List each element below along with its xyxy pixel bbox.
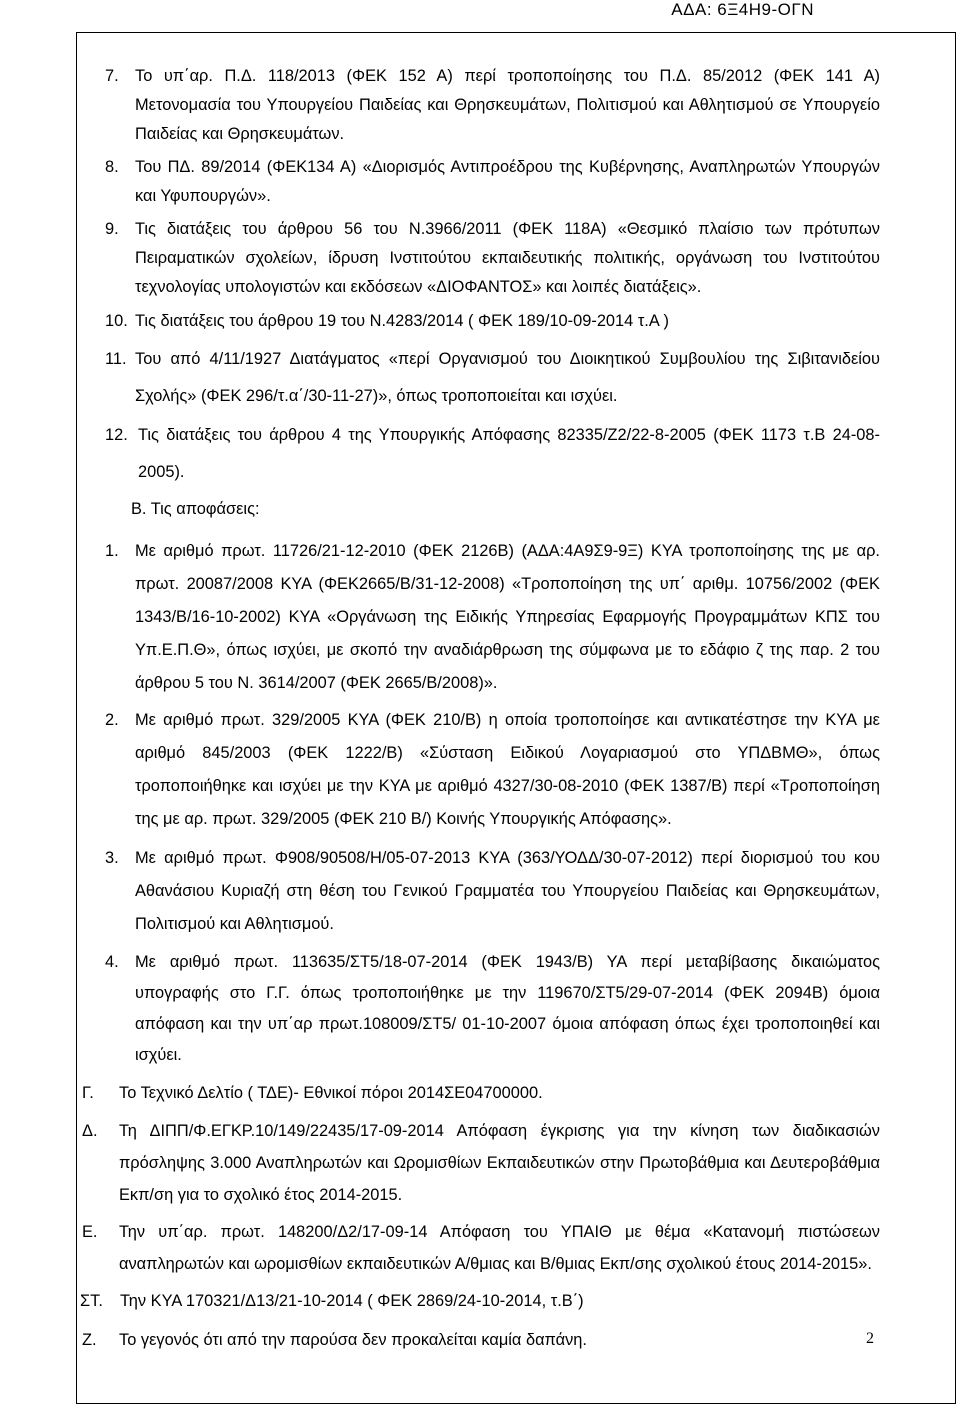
item-text: Τις διατάξεις του άρθρου 4 της Υπουργικής Απόφασης 82335/Ζ2/22-8-2005 (ΦΕΚ 1173 τ.Β 24-08-2005). xyxy=(138,426,880,481)
item-number: 12. xyxy=(105,426,128,444)
item-number: 1. xyxy=(105,542,119,560)
letter-label: Ε. xyxy=(82,1223,98,1241)
letter-text: Τη ΔΙΠΠ/Φ.ΕΓΚΡ.10/149/22435/17-09-2014 Απόφαση έγκρισης για την κίνηση των διαδικασιών πρόσληψης 3.000 Αναπληρωτών και Ωρομισθίων Εκπαιδευτικών στην Πρωτοβάθμια και Δευτεροβάθμια Εκπ/ση για το σχολικό έτος 2014-2015. xyxy=(119,1122,880,1204)
list-item xyxy=(0,341,960,415)
list-item xyxy=(0,417,960,491)
item-text: Του από 4/11/1927 Διατάγματος «περί Οργανισμού του Διοικητικού Συμβουλίου της Σιβιτανιδείου Σχολής» (ΦΕΚ 296/τ.α΄/30-11-27)», όπως τροποποιείται και ισχύει. xyxy=(135,350,880,405)
item-text: Με αριθμό πρωτ. 11726/21-12-2010 (ΦΕΚ 2126Β) (ΑΔΑ:4Α9Σ9-9Ξ) ΚΥΑ τροποποίησης της με αρ. πρωτ. 20087/2008 ΚΥΑ (ΦΕΚ2665/Β/31-12-2008) «Τροποποίηση της υπ΄ αριθμ. 10756/2002 (ΦΕΚ 1343/Β/16-10-2002) ΚΥΑ «Οργάνωση της Ειδικής Υπηρεσίας Εφαρμογής Προγραμμάτων ΚΠΣ του Υπ.Ε.Π.Θ», όπως ισχύει, με σκοπό την αναδιάρθρωση της σύμφωνα με το εδάφιο ζ της παρ. 2 του άρθρου 5 του Ν. 3614/2007 (ΦΕΚ 2665/Β/2008)». xyxy=(135,542,880,692)
letter-item xyxy=(0,1285,960,1317)
item-number: 2. xyxy=(105,711,119,729)
letter-text: Την ΚΥΑ 170321/Δ13/21-10-2014 ( ΦΕΚ 2869/24-10-2014, τ.Β΄) xyxy=(120,1292,584,1310)
letter-label: Δ. xyxy=(82,1122,98,1140)
item-text: Το υπ΄αρ. Π.Δ. 118/2013 (ΦΕΚ 152 Α) περί τροποποίησης του Π.Δ. 85/2012 (ΦΕΚ 141 Α) Μετονομασία του Υπουργείου Παιδείας και Θρησκευμάτων, Πολιτισμού και Αθλητισμού σε Υπουργείο Παιδείας και Θρησκευμάτων. xyxy=(135,67,880,143)
letter-item xyxy=(0,1115,960,1211)
item-number: 7. xyxy=(105,67,119,85)
item-text: Με αριθμό πρωτ. 113635/ΣΤ5/18-07-2014 (ΦΕΚ 1943/Β) ΥΑ περί μεταβίβασης δικαιώματος υπογραφής στο Γ.Γ. όπως τροποποιήθηκε με την 119670/ΣΤ5/29-07-2014 (ΦΕΚ 2094Β) όμοια απόφαση και την υπ΄αρ πρωτ.108009/ΣΤ5/ 01-10-2007 όμοια απόφαση όπως έχει τροποποιηθεί και ισχύει. xyxy=(135,953,880,1064)
item-number: 11. xyxy=(105,350,127,368)
document-body xyxy=(0,62,960,1356)
list-item xyxy=(0,704,960,836)
letter-label: Ζ. xyxy=(82,1331,97,1349)
item-text: Τις διατάξεις του άρθρου 56 του Ν.3966/2011 (ΦΕΚ 118Α) «Θεσμικό πλαίσιο των πρότυπων Πειραματικών σχολείων, ίδρυση Ινστιτούτου εκπαιδευτικής πολιτικής, οργάνωση του Ινστιτούτου τεχνολογίας υπολογιστών και εκδόσεων «ΔΙΟΦΑΝΤΟΣ» και λοιπές διατάξεις». xyxy=(135,220,880,296)
ada-code: ΑΔΑ: 6Ξ4Η9-ΟΓΝ xyxy=(671,0,814,19)
letter-item xyxy=(0,1077,960,1110)
item-text: Με αριθμό πρωτ. Φ908/90508/Η/05-07-2013 ΚΥΑ (363/ΥΟΔΔ/30-07-2012) περί διορισμού του κου Αθανάσιου Κυριαζή στη θέση του Γενικού Γραμματέα του Υπουργείου Παιδείας και Θρησκευμάτων, Πολιτισμού και Αθλητισμού. xyxy=(135,849,880,933)
section-b-heading: Β. Τις αποφάσεις: xyxy=(131,500,260,518)
item-text: Του ΠΔ. 89/2014 (ΦΕΚ134 Α) «Διορισμός Αντιπροέδρου της Κυβέρνησης, Αναπληρωτών Υπουργών και Υφυπουργών». xyxy=(135,158,880,205)
item-number: 4. xyxy=(105,953,119,971)
letter-label: Γ. xyxy=(82,1084,94,1102)
section-b-title xyxy=(0,491,960,527)
list-item xyxy=(0,947,960,1071)
list-item xyxy=(0,535,960,700)
letter-text: Την υπ΄αρ. πρωτ. 148200/Δ2/17-09-14 Απόφαση του ΥΠΑΙΘ με θέμα «Κατανομή πιστώσεων αναπληρωτών και ωρομισθίων εκπαιδευτικών Α/θμιας και Β/θμιας Εκπ/σης σχολικού έτους 2014-2015». xyxy=(119,1223,880,1273)
item-number: 8. xyxy=(105,158,119,176)
list-item xyxy=(0,153,960,211)
item-text: Με αριθμό πρωτ. 329/2005 ΚΥΑ (ΦΕΚ 210/Β) η οποία τροποποίησε και αντικατέστησε την ΚΥΑ με αριθμό 845/2003 (ΦΕΚ 1222/Β) «Σύσταση Ειδικού Λογαριασμού στο ΥΠΔΒΜΘ», όπως τροποποιήθηκε και ισχύει με την ΚΥΑ με αριθμό 4327/30-08-2010 (ΦΕΚ 1387/Β) περί «Τροποποίηση της με αρ. πρωτ. 329/2005 (ΦΕΚ 210 Β/) Κοινής Υπουργικής Απόφασης». xyxy=(135,711,880,828)
list-item xyxy=(0,62,960,149)
item-text: Τις διατάξεις του άρθρου 19 του Ν.4283/2014 ( ΦΕΚ 189/10-09-2014 τ.Α ) xyxy=(135,312,669,330)
item-number: 9. xyxy=(105,220,119,238)
page-number: 2 xyxy=(866,1330,874,1347)
list-item xyxy=(0,215,960,302)
list-item xyxy=(0,842,960,941)
letter-item xyxy=(0,1324,960,1356)
letter-label: ΣΤ. xyxy=(80,1292,103,1310)
item-number: 10. xyxy=(105,312,128,330)
letter-item xyxy=(0,1216,960,1280)
item-number: 3. xyxy=(105,849,119,867)
list-item xyxy=(0,307,960,336)
letter-text: Το Τεχνικό Δελτίο ( ΤΔΕ)- Εθνικοί πόροι 2014ΣΕ04700000. xyxy=(119,1084,543,1102)
letter-text: Το γεγονός ότι από την παρούσα δεν προκαλείται καμία δαπάνη. xyxy=(119,1331,587,1349)
